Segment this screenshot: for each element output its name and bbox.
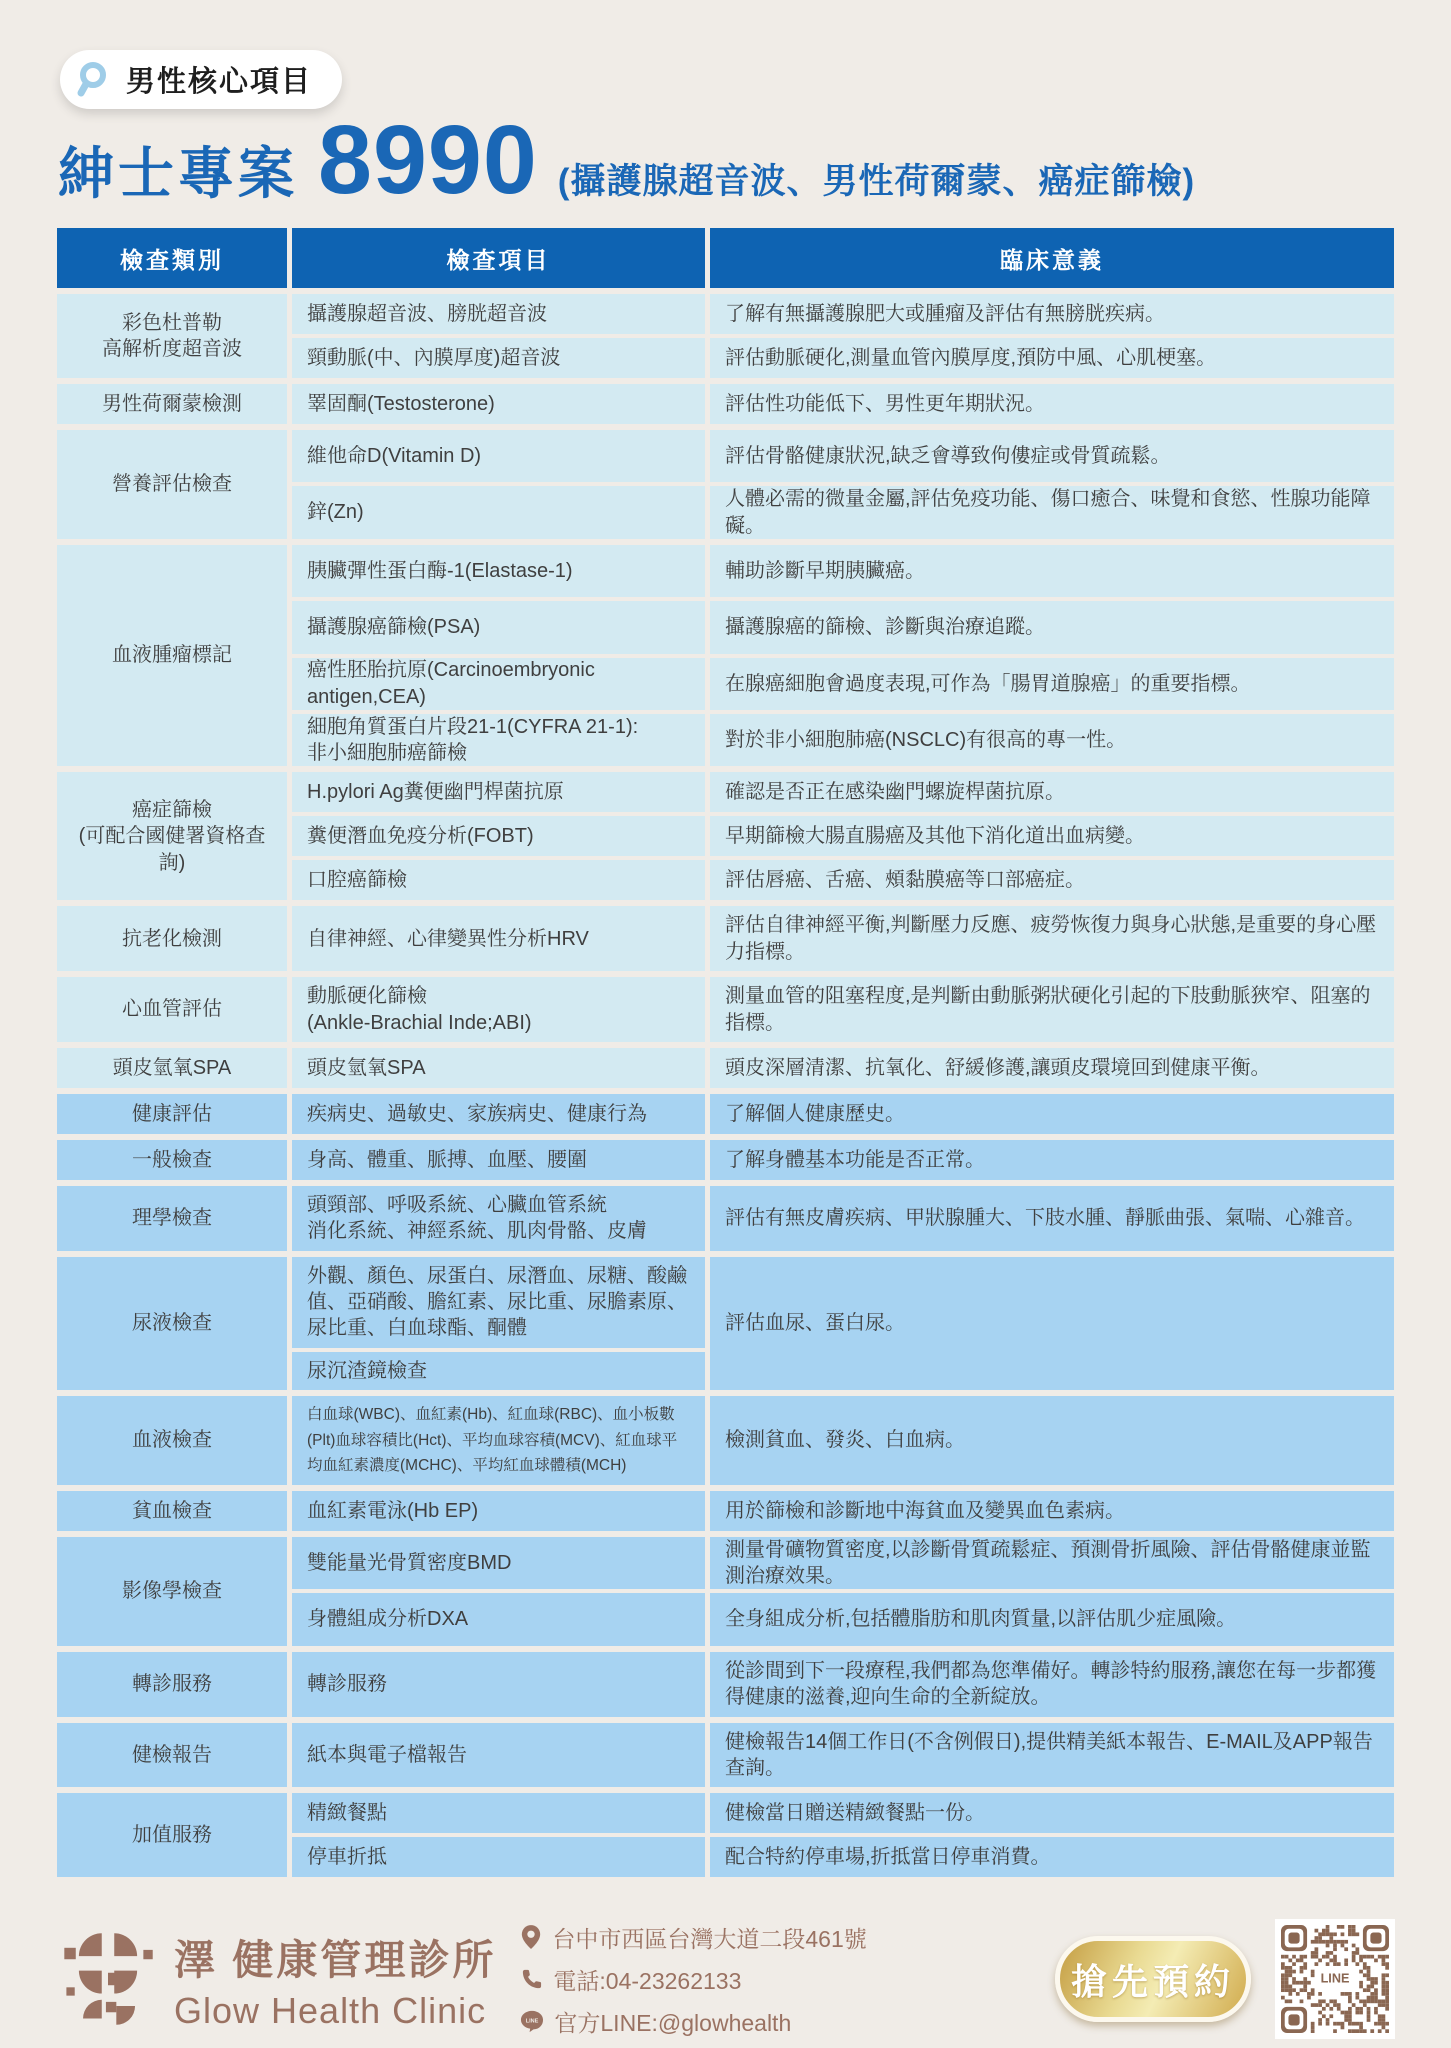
table-header-row <box>57 228 1394 288</box>
item-cell: 攝護腺超音波、膀胱超音波 <box>292 294 705 334</box>
header-cell-category: 檢查類別 <box>57 228 287 288</box>
meaning-cell: 對於非小細胞肺癌(NSCLC)有很高的專一性。 <box>710 714 1394 766</box>
table-group <box>57 1652 1394 1717</box>
meaning-cell: 輔助診斷早期胰臟癌。 <box>710 545 1394 597</box>
category-cell: 健康評估 <box>57 1094 287 1134</box>
group-rows <box>292 1140 1394 1180</box>
meaning-cell: 檢測貧血、發炎、白血病。 <box>710 1396 1394 1485</box>
plan-note: (攝護腺超音波、男性荷爾蒙、癌症篩檢) <box>557 162 1196 201</box>
meaning-cell: 了解有無攝護腺肥大或腫瘤及評估有無膀胱疾病。 <box>710 294 1394 334</box>
table-group <box>57 906 1394 971</box>
meaning-cell: 了解個人健康歷史。 <box>710 1094 1394 1134</box>
item-cell: 疾病史、過敏史、家族病史、健康行為 <box>292 1094 705 1134</box>
category-cell: 抗老化檢測 <box>57 906 287 971</box>
group-rows <box>292 977 1394 1042</box>
item-cell: 頭皮氫氧SPA <box>292 1048 705 1088</box>
line-qr-code[interactable] <box>1275 1919 1395 2039</box>
item-cell: 口腔癌篩檢 <box>292 860 705 900</box>
meaning-cell: 攝護腺癌的篩檢、診斷與治療追蹤。 <box>710 601 1394 653</box>
table-group <box>57 1257 1394 1391</box>
svg-text:LINE: LINE <box>1320 1971 1350 1986</box>
table-row <box>292 816 1394 856</box>
table-group <box>57 1396 1394 1485</box>
meaning-cell: 評估動脈硬化,測量血管內膜厚度,預防中風、心肌梗塞。 <box>710 338 1394 378</box>
group-rows <box>292 1186 1394 1251</box>
plan-name: 紳士專案 <box>58 142 298 205</box>
phone-icon <box>520 1968 543 1991</box>
meaning-cell: 人體必需的微量金屬,評估免疫功能、傷口癒合、味覺和食慾、性腺功能障礙。 <box>710 486 1394 538</box>
table-group <box>57 1723 1394 1788</box>
clinic-logo-block <box>56 1927 496 2032</box>
table-row <box>292 486 1394 538</box>
meaning-cell: 用於篩檢和診斷地中海貧血及變異血色素病。 <box>710 1491 1394 1531</box>
item-cell: 轉診服務 <box>292 1652 705 1717</box>
category-cell: 加值服務 <box>57 1793 287 1877</box>
table-row <box>292 1537 1394 1589</box>
item-cell: 雙能量光骨質密度BMD <box>292 1537 705 1589</box>
meaning-cell: 早期篩檢大腸直腸癌及其他下消化道出血病變。 <box>710 816 1394 856</box>
group-rows <box>292 906 1394 971</box>
table-row <box>292 772 1394 812</box>
meaning-cell: 健檢當日贈送精緻餐點一份。 <box>710 1793 1394 1833</box>
group-rows <box>292 1094 1394 1134</box>
meaning-cell: 健檢報告14個工作日(不含例假日),提供精美紙本報告、E-MAIL及APP報告查詢。 <box>710 1723 1394 1788</box>
table-row <box>292 1396 1394 1485</box>
line-account-line <box>520 2005 866 2038</box>
phone-text: 電話:04-23262133 <box>553 1967 742 1994</box>
meaning-cell: 從診間到下一段療程,我們都為您準備好。轉診特約服務,讓您在每一步都獲得健康的滋養,迎向生命的全新綻放。 <box>710 1652 1394 1717</box>
page-title <box>58 105 1451 214</box>
header-cell-meaning: 臨床意義 <box>710 228 1394 288</box>
category-cell: 癌症篩檢 (可配合國健署資格查詢) <box>57 772 287 900</box>
table-group <box>57 384 1394 424</box>
category-cell: 男性荷爾蒙檢測 <box>57 384 287 424</box>
table-row <box>292 1593 1394 1645</box>
table-group <box>57 1186 1394 1251</box>
item-cell: 癌性胚胎抗原(Carcinoembryonic antigen,CEA) <box>292 658 705 710</box>
item-cell: 精緻餐點 <box>292 1793 705 1833</box>
magnifier-icon <box>76 60 116 100</box>
table-row <box>292 1094 1394 1134</box>
category-cell: 心血管評估 <box>57 977 287 1042</box>
category-cell: 彩色杜普勒 高解析度超音波 <box>57 294 287 378</box>
meaning-cell: 全身組成分析,包括體脂肪和肌肉質量,以評估肌少症風險。 <box>710 1593 1394 1645</box>
item-cell: 胰臟彈性蛋白酶-1(Elastase-1) <box>292 545 705 597</box>
table-row <box>292 906 1394 971</box>
item-cell: 動脈硬化篩檢 (Ankle-Brachial Inde;ABI) <box>292 977 705 1042</box>
group-rows <box>292 1652 1394 1717</box>
clinic-name-zh: 澤 健康管理診所 <box>174 1936 497 1983</box>
table-row <box>292 1491 1394 1531</box>
line-app-icon <box>520 2010 544 2033</box>
footer <box>56 1919 1395 2039</box>
meaning-cell: 測量骨礦物質密度,以診斷骨質疏鬆症、預測骨折風險、評估骨骼健康並監測治療效果。 <box>710 1537 1394 1589</box>
table-row <box>292 658 1394 710</box>
item-cell: 外觀、顏色、尿蛋白、尿潛血、尿糖、酸鹼值、亞硝酸、膽紅素、尿比重、尿膽素原、尿比重、白血球酯、酮體 <box>292 1257 705 1348</box>
table-row <box>292 338 1394 378</box>
location-pin-icon <box>520 1924 542 1950</box>
table-row <box>292 1723 1394 1788</box>
meaning-cell: 評估自律神經平衡,判斷壓力反應、疲勞恢復力與身心狀態,是重要的身心壓力指標。 <box>710 906 1394 971</box>
category-cell: 影像學檢查 <box>57 1537 287 1646</box>
items-column <box>292 1257 705 1391</box>
table-group <box>57 1094 1394 1134</box>
table-group <box>57 977 1394 1042</box>
group-rows <box>292 1257 1394 1391</box>
category-cell: 健檢報告 <box>57 1723 287 1788</box>
meaning-cell: 在腺癌細胞會過度表現,可作為「腸胃道腺癌」的重要指標。 <box>710 658 1394 710</box>
item-cell: 頸動脈(中、內膜厚度)超音波 <box>292 338 705 378</box>
table-group <box>57 1537 1394 1646</box>
table-row <box>292 545 1394 597</box>
table-row <box>292 1652 1394 1717</box>
group-rows <box>292 772 1394 900</box>
item-cell: 攝護腺癌篩檢(PSA) <box>292 601 705 653</box>
table-row <box>292 1793 1394 1833</box>
address-line <box>520 1921 866 1954</box>
table-group <box>57 430 1394 539</box>
table-group <box>57 294 1394 378</box>
item-cell: 睪固酮(Testosterone) <box>292 384 705 424</box>
header-cell-item: 檢查項目 <box>292 228 705 288</box>
table-row <box>292 714 1394 766</box>
group-rows <box>292 1537 1394 1646</box>
meaning-cell: 評估性功能低下、男性更年期狀況。 <box>710 384 1394 424</box>
meaning-cell: 頭皮深層清潔、抗氧化、舒緩修護,讓頭皮環境回到健康平衡。 <box>710 1048 1394 1088</box>
meaning-cell: 確認是否正在感染幽門螺旋桿菌抗原。 <box>710 772 1394 812</box>
table-row <box>292 1186 1394 1251</box>
item-cell: 頭頸部、呼吸系統、心臟血管系統 消化系統、神經系統、肌肉骨骼、皮膚 <box>292 1186 705 1251</box>
meaning-cell: 評估血尿、蛋白尿。 <box>710 1257 1394 1391</box>
table-group <box>57 1793 1394 1877</box>
address-text: 台中市西區台灣大道二段461號 <box>552 1925 867 1952</box>
table-row <box>292 1140 1394 1180</box>
clinic-name-en: Glow Health Clinic <box>174 1989 487 2031</box>
table-row <box>292 1257 1394 1391</box>
group-rows <box>292 430 1394 539</box>
item-cell: 自律神經、心律變異性分析HRV <box>292 906 705 971</box>
group-rows <box>292 1396 1394 1485</box>
table-row <box>292 294 1394 334</box>
group-rows <box>292 1048 1394 1088</box>
category-cell: 轉診服務 <box>57 1652 287 1717</box>
meaning-cell: 測量血管的阻塞程度,是判斷由動脈粥狀硬化引起的下肢動脈狹窄、阻塞的指標。 <box>710 977 1394 1042</box>
category-badge <box>60 50 342 109</box>
group-rows <box>292 294 1394 378</box>
meaning-cell: 評估骨骼健康狀況,缺乏會導致佝僂症或骨質疏鬆。 <box>710 430 1394 482</box>
item-cell: 血紅素電泳(Hb EP) <box>292 1491 705 1531</box>
item-cell: 細胞角質蛋白片段21-1(CYFRA 21-1): 非小細胞肺癌篩檢 <box>292 714 705 766</box>
item-cell: 身體組成分析DXA <box>292 1593 705 1645</box>
table-group <box>57 772 1394 900</box>
checkup-table <box>57 228 1394 1877</box>
item-cell: H.pylori Ag糞便幽門桿菌抗原 <box>292 772 705 812</box>
item-cell: 紙本與電子檔報告 <box>292 1723 705 1788</box>
clinic-logo <box>56 1927 160 2031</box>
item-cell: 維他命D(Vitamin D) <box>292 430 705 482</box>
category-cell: 營養評估檢查 <box>57 430 287 539</box>
meaning-cell: 配合特約停車場,折抵當日停車消費。 <box>710 1837 1394 1877</box>
plan-price: 8990 <box>318 105 538 214</box>
qr-code-image <box>1281 1925 1389 2033</box>
table-row <box>292 1048 1394 1088</box>
reserve-button[interactable]: 搶先預約 <box>1055 1936 1251 2022</box>
meaning-cell: 評估唇癌、舌癌、頰黏膜癌等口部癌症。 <box>710 860 1394 900</box>
meaning-cell: 評估有無皮膚疾病、甲狀腺腫大、下肢水腫、靜脈曲張、氣喘、心雜音。 <box>710 1186 1394 1251</box>
item-cell: 停車折抵 <box>292 1837 705 1877</box>
table-group <box>57 1491 1394 1531</box>
group-rows <box>292 1723 1394 1788</box>
category-cell: 頭皮氫氧SPA <box>57 1048 287 1088</box>
category-cell: 一般檢查 <box>57 1140 287 1180</box>
item-cell: 糞便潛血免疫分析(FOBT) <box>292 816 705 856</box>
table-group <box>57 1140 1394 1180</box>
table-group <box>57 1048 1394 1088</box>
item-cell: 鋅(Zn) <box>292 486 705 538</box>
svg-text:LINE: LINE <box>526 2018 539 2025</box>
table-row <box>292 384 1394 424</box>
table-row <box>292 601 1394 653</box>
group-rows <box>292 1793 1394 1877</box>
category-cell: 理學檢查 <box>57 1186 287 1251</box>
phone-line <box>520 1963 866 1996</box>
table-row <box>292 430 1394 482</box>
table-row <box>292 1837 1394 1877</box>
meaning-cell: 了解身體基本功能是否正常。 <box>710 1140 1394 1180</box>
item-cell: 白血球(WBC)、血紅素(Hb)、紅血球(RBC)、血小板數(Plt)血球容積比(Hct)、平均血球容積(MCV)、紅血球平均血紅素濃度(MCHC)、平均紅血球體積(MCH) <box>292 1396 705 1485</box>
table-row <box>292 860 1394 900</box>
group-rows <box>292 545 1394 767</box>
category-cell: 貧血檢查 <box>57 1491 287 1531</box>
item-cell: 尿沉渣鏡檢查 <box>292 1352 705 1390</box>
badge-label: 男性核心項目 <box>126 66 313 98</box>
table-body <box>57 294 1394 1877</box>
item-cell: 身高、體重、脈搏、血壓、腰圍 <box>292 1140 705 1180</box>
group-rows <box>292 1491 1394 1531</box>
table-group <box>57 545 1394 767</box>
line-text: 官方LINE:@glowhealth <box>554 2009 792 2036</box>
table-row <box>292 977 1394 1042</box>
category-cell: 血液腫瘤標記 <box>57 545 287 767</box>
group-rows <box>292 384 1394 424</box>
contact-info <box>520 1921 866 2038</box>
category-cell: 尿液檢查 <box>57 1257 287 1391</box>
category-cell: 血液檢查 <box>57 1396 287 1485</box>
